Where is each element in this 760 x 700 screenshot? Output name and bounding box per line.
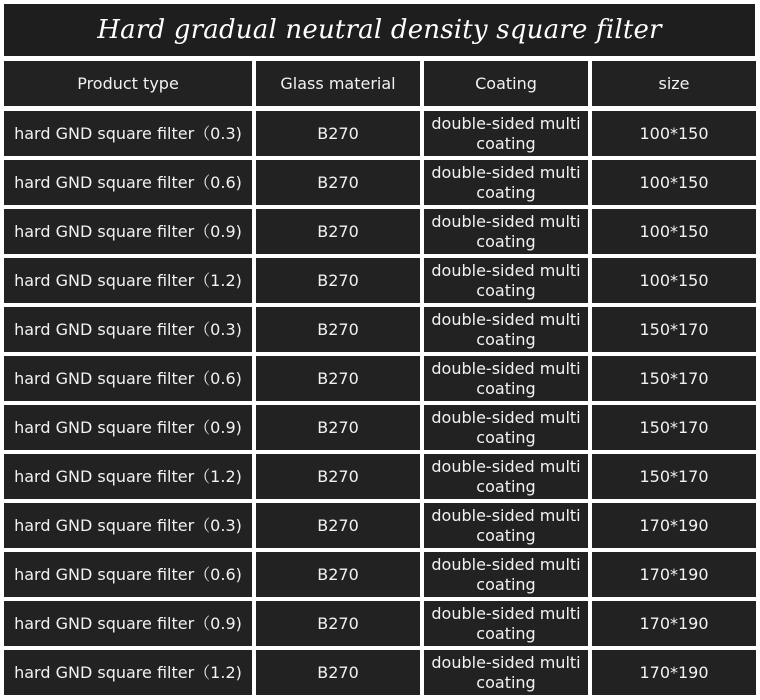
cell-glass-material: B270 [256, 160, 420, 205]
cell-glass-material: B270 [256, 552, 420, 597]
cell-coating: double-sided multi coating [424, 160, 588, 205]
cell-glass-material: B270 [256, 307, 420, 352]
cell-product-type: hard GND square filter（0.6) [4, 552, 252, 597]
table-row [4, 454, 756, 499]
cell-product-type: hard GND square filter（0.3) [4, 307, 252, 352]
cell-coating: double-sided multi coating [424, 552, 588, 597]
cell-coating: double-sided multi coating [424, 307, 588, 352]
table-row [4, 356, 756, 401]
cell-product-type: hard GND square filter（0.9) [4, 209, 252, 254]
table-row [4, 258, 756, 303]
cell-size: 100*150 [592, 160, 756, 205]
table-body [4, 111, 756, 695]
product-table [4, 61, 756, 699]
cell-coating: double-sided multi coating [424, 209, 588, 254]
header-glass-material: Glass material [256, 61, 420, 106]
cell-coating: double-sided multi coating [424, 111, 588, 156]
cell-coating: double-sided multi coating [424, 650, 588, 695]
cell-product-type: hard GND square filter（0.9) [4, 405, 252, 450]
cell-coating: double-sided multi coating [424, 601, 588, 646]
cell-glass-material: B270 [256, 111, 420, 156]
table-row [4, 503, 756, 548]
cell-size: 150*170 [592, 307, 756, 352]
cell-glass-material: B270 [256, 503, 420, 548]
cell-coating: double-sided multi coating [424, 454, 588, 499]
cell-product-type: hard GND square filter（0.3) [4, 503, 252, 548]
cell-product-type: hard GND square filter（0.3) [4, 111, 252, 156]
cell-product-type: hard GND square filter（0.6) [4, 356, 252, 401]
cell-glass-material: B270 [256, 405, 420, 450]
cell-glass-material: B270 [256, 650, 420, 695]
cell-size: 170*190 [592, 552, 756, 597]
cell-size: 100*150 [592, 111, 756, 156]
header-product-type: Product type [4, 61, 252, 106]
cell-size: 170*190 [592, 503, 756, 548]
cell-product-type: hard GND square filter（0.9) [4, 601, 252, 646]
cell-size: 150*170 [592, 405, 756, 450]
table-row [4, 209, 756, 254]
cell-product-type: hard GND square filter（1.2) [4, 258, 252, 303]
cell-size: 150*170 [592, 356, 756, 401]
cell-size: 170*190 [592, 601, 756, 646]
table-row [4, 405, 756, 450]
table-title: Hard gradual neutral density square filter [4, 4, 755, 56]
cell-coating: double-sided multi coating [424, 356, 588, 401]
cell-coating: double-sided multi coating [424, 405, 588, 450]
cell-glass-material: B270 [256, 601, 420, 646]
cell-size: 150*170 [592, 454, 756, 499]
table-row [4, 307, 756, 352]
cell-product-type: hard GND square filter（1.2) [4, 650, 252, 695]
cell-product-type: hard GND square filter（0.6) [4, 160, 252, 205]
cell-size: 100*150 [592, 209, 756, 254]
table-row [4, 552, 756, 597]
cell-glass-material: B270 [256, 258, 420, 303]
header-size: size [592, 61, 756, 106]
table-header-row [4, 61, 756, 106]
table-row [4, 111, 756, 156]
table-row [4, 601, 756, 646]
cell-coating: double-sided multi coating [424, 503, 588, 548]
cell-glass-material: B270 [256, 209, 420, 254]
cell-coating: double-sided multi coating [424, 258, 588, 303]
table-row [4, 650, 756, 695]
cell-glass-material: B270 [256, 454, 420, 499]
header-coating: Coating [424, 61, 588, 106]
cell-size: 170*190 [592, 650, 756, 695]
cell-size: 100*150 [592, 258, 756, 303]
cell-product-type: hard GND square filter（1.2) [4, 454, 252, 499]
cell-glass-material: B270 [256, 356, 420, 401]
table-row [4, 160, 756, 205]
